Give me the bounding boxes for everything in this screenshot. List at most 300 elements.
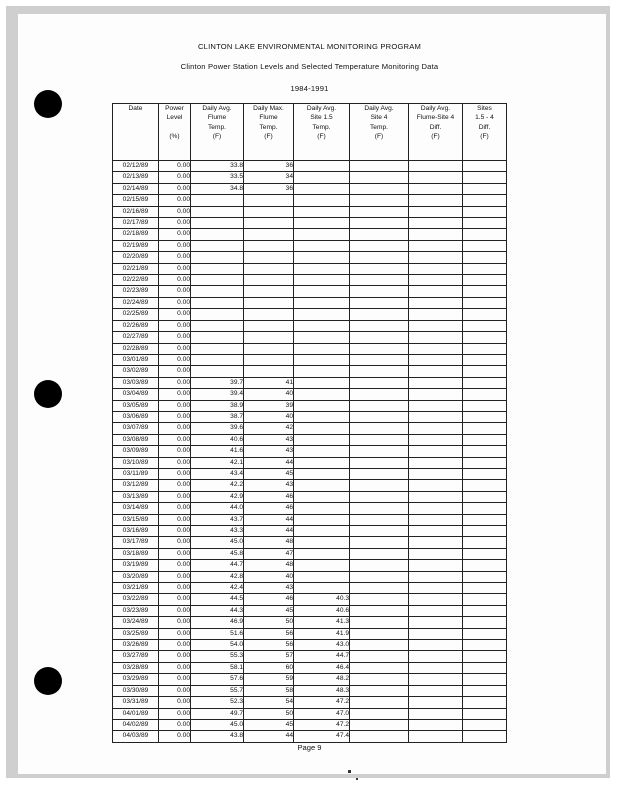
cell-flume-site4-diff <box>409 468 463 479</box>
cell-daily-avg-flume-temp: 57.6 <box>191 674 244 685</box>
cell-daily-max-flume-temp <box>244 263 294 274</box>
cell-date: 02/20/89 <box>113 252 159 263</box>
cell-date: 03/21/89 <box>113 583 159 594</box>
cell-daily-avg-site4-temp <box>350 343 409 354</box>
cell-flume-site4-diff <box>409 548 463 559</box>
cell-sites-15-4-diff <box>463 377 507 388</box>
cell-daily-max-flume-temp: 43 <box>244 583 294 594</box>
cell-flume-site4-diff <box>409 697 463 708</box>
cell-power-level: 0.00 <box>159 229 191 240</box>
cell-daily-max-flume-temp <box>244 343 294 354</box>
cell-date: 03/09/89 <box>113 446 159 457</box>
cell-date: 03/05/89 <box>113 400 159 411</box>
cell-flume-site4-diff <box>409 354 463 365</box>
cell-power-level: 0.00 <box>159 583 191 594</box>
cell-daily-avg-site4-temp <box>350 309 409 320</box>
table-row <box>113 343 507 354</box>
cell-daily-avg-flume-temp <box>191 286 244 297</box>
cell-flume-site4-diff <box>409 628 463 639</box>
cell-daily-avg-flume-temp <box>191 240 244 251</box>
table-row <box>113 594 507 605</box>
cell-daily-avg-flume-temp: 49.7 <box>191 708 244 719</box>
cell-daily-avg-flume-temp <box>191 218 244 229</box>
cell-daily-avg-site4-temp <box>350 172 409 183</box>
table-row <box>113 218 507 229</box>
cell-daily-avg-flume-temp: 46.9 <box>191 617 244 628</box>
cell-daily-avg-flume-temp: 44.0 <box>191 503 244 514</box>
column-header-line: 1.5 - 4 <box>475 114 494 122</box>
cell-daily-avg-site4-temp <box>350 263 409 274</box>
cell-sites-15-4-diff <box>463 548 507 559</box>
cell-flume-site4-diff <box>409 172 463 183</box>
column-header-line: Diff. <box>478 123 491 131</box>
cell-daily-avg-site15-temp <box>294 468 350 479</box>
cell-daily-max-flume-temp: 42 <box>244 423 294 434</box>
cell-flume-site4-diff <box>409 674 463 685</box>
cell-daily-avg-site15-temp <box>294 309 350 320</box>
cell-sites-15-4-diff <box>463 514 507 525</box>
cell-power-level: 0.00 <box>159 218 191 229</box>
cell-power-level: 0.00 <box>159 514 191 525</box>
column-header-line: Daily Avg. <box>364 105 394 112</box>
cell-sites-15-4-diff <box>463 434 507 445</box>
cell-daily-max-flume-temp <box>244 332 294 343</box>
cell-daily-avg-flume-temp: 41.6 <box>191 446 244 457</box>
cell-power-level: 0.00 <box>159 332 191 343</box>
cell-daily-max-flume-temp: 40 <box>244 389 294 400</box>
cell-daily-avg-flume-temp: 44.5 <box>191 594 244 605</box>
cell-flume-site4-diff <box>409 263 463 274</box>
cell-sites-15-4-diff <box>463 628 507 639</box>
cell-daily-max-flume-temp <box>244 218 294 229</box>
column-header-line: Temp. <box>208 123 226 131</box>
table-row <box>113 400 507 411</box>
cell-power-level: 0.00 <box>159 526 191 537</box>
cell-date: 03/22/89 <box>113 594 159 605</box>
column-header-daily-avg-site4-temp <box>350 104 409 161</box>
cell-daily-max-flume-temp <box>244 286 294 297</box>
cell-daily-avg-site4-temp <box>350 697 409 708</box>
cell-daily-avg-flume-temp: 33.8 <box>191 161 244 172</box>
column-header-line: Daily Avg. <box>420 105 451 112</box>
column-header-line: Flume <box>207 114 227 122</box>
cell-sites-15-4-diff <box>463 594 507 605</box>
cell-daily-max-flume-temp: 44 <box>244 526 294 537</box>
cell-daily-avg-flume-temp <box>191 263 244 274</box>
table-row <box>113 697 507 708</box>
column-header-line: (F) <box>480 133 489 141</box>
cell-flume-site4-diff <box>409 537 463 548</box>
table-row <box>113 229 507 240</box>
cell-daily-avg-site15-temp: 47.2 <box>294 697 350 708</box>
column-header-line: Daily Avg. <box>202 105 232 112</box>
cell-date: 02/22/89 <box>113 275 159 286</box>
cell-daily-max-flume-temp: 39 <box>244 400 294 411</box>
cell-flume-site4-diff <box>409 229 463 240</box>
cell-daily-avg-flume-temp: 43.8 <box>191 731 244 742</box>
cell-date: 02/16/89 <box>113 206 159 217</box>
cell-flume-site4-diff <box>409 320 463 331</box>
cell-flume-site4-diff <box>409 411 463 422</box>
cell-daily-avg-site4-temp <box>350 252 409 263</box>
cell-date: 02/24/89 <box>113 297 159 308</box>
cell-daily-avg-site4-temp <box>350 719 409 730</box>
cell-date: 03/07/89 <box>113 423 159 434</box>
cell-daily-avg-site4-temp <box>350 275 409 286</box>
cell-daily-avg-site4-temp <box>350 423 409 434</box>
table-row <box>113 263 507 274</box>
cell-power-level: 0.00 <box>159 263 191 274</box>
cell-daily-avg-site4-temp <box>350 491 409 502</box>
cell-daily-max-flume-temp: 56 <box>244 640 294 651</box>
table-row <box>113 548 507 559</box>
cell-daily-avg-site15-temp <box>294 571 350 582</box>
cell-flume-site4-diff <box>409 240 463 251</box>
cell-sites-15-4-diff <box>463 583 507 594</box>
cell-daily-max-flume-temp: 58 <box>244 685 294 696</box>
cell-daily-max-flume-temp <box>244 240 294 251</box>
table-row <box>113 183 507 194</box>
cell-flume-site4-diff <box>409 480 463 491</box>
cell-power-level: 0.00 <box>159 240 191 251</box>
cell-daily-max-flume-temp: 50 <box>244 617 294 628</box>
cell-power-level: 0.00 <box>159 320 191 331</box>
cell-power-level: 0.00 <box>159 674 191 685</box>
cell-date: 03/19/89 <box>113 560 159 571</box>
cell-daily-avg-flume-temp: 58.1 <box>191 662 244 673</box>
cell-daily-avg-site15-temp <box>294 548 350 559</box>
cell-daily-avg-flume-temp <box>191 229 244 240</box>
table-row <box>113 423 507 434</box>
column-header-line <box>159 123 190 132</box>
binder-hole-middle <box>34 380 62 408</box>
cell-daily-avg-flume-temp: 52.3 <box>191 697 244 708</box>
cell-daily-avg-site4-temp <box>350 286 409 297</box>
cell-date: 03/23/89 <box>113 605 159 616</box>
cell-daily-max-flume-temp: 43 <box>244 446 294 457</box>
cell-flume-site4-diff <box>409 719 463 730</box>
table-row <box>113 366 507 377</box>
cell-daily-avg-flume-temp: 55.7 <box>191 685 244 696</box>
cell-date: 04/03/89 <box>113 731 159 742</box>
cell-daily-avg-flume-temp <box>191 309 244 320</box>
cell-daily-avg-site4-temp <box>350 594 409 605</box>
cell-daily-avg-site4-temp <box>350 297 409 308</box>
cell-daily-avg-site4-temp <box>350 708 409 719</box>
cell-power-level: 0.00 <box>159 685 191 696</box>
column-header-line: Temp. <box>370 123 388 131</box>
cell-sites-15-4-diff <box>463 526 507 537</box>
table-row <box>113 309 507 320</box>
cell-flume-site4-diff <box>409 423 463 434</box>
cell-daily-avg-flume-temp <box>191 195 244 206</box>
cell-daily-max-flume-temp: 48 <box>244 537 294 548</box>
cell-date: 03/16/89 <box>113 526 159 537</box>
cell-date: 02/25/89 <box>113 309 159 320</box>
cell-flume-site4-diff <box>409 526 463 537</box>
cell-daily-avg-flume-temp: 43.3 <box>191 526 244 537</box>
cell-flume-site4-diff <box>409 617 463 628</box>
cell-daily-avg-site15-temp <box>294 526 350 537</box>
column-header-line: Site 4 <box>370 114 388 122</box>
cell-daily-avg-flume-temp: 42.4 <box>191 583 244 594</box>
cell-sites-15-4-diff <box>463 446 507 457</box>
cell-flume-site4-diff <box>409 560 463 571</box>
cell-power-level: 0.00 <box>159 434 191 445</box>
cell-daily-avg-site4-temp <box>350 400 409 411</box>
cell-daily-max-flume-temp <box>244 206 294 217</box>
cell-power-level: 0.00 <box>159 617 191 628</box>
cell-daily-max-flume-temp: 40 <box>244 571 294 582</box>
cell-daily-max-flume-temp: 36 <box>244 161 294 172</box>
cell-daily-avg-site15-temp <box>294 377 350 388</box>
cell-daily-avg-site15-temp: 48.3 <box>294 685 350 696</box>
cell-power-level: 0.00 <box>159 206 191 217</box>
cell-date: 02/19/89 <box>113 240 159 251</box>
cell-date: 03/03/89 <box>113 377 159 388</box>
column-header-line: Level <box>166 114 183 122</box>
cell-daily-avg-flume-temp <box>191 275 244 286</box>
cell-daily-avg-site15-temp: 40.6 <box>294 605 350 616</box>
cell-sites-15-4-diff <box>463 183 507 194</box>
cell-daily-avg-flume-temp <box>191 343 244 354</box>
column-header-line: (F) <box>264 133 273 141</box>
cell-daily-avg-site4-temp <box>350 377 409 388</box>
cell-daily-avg-flume-temp: 54.0 <box>191 640 244 651</box>
cell-daily-max-flume-temp: 43 <box>244 434 294 445</box>
cell-date: 03/01/89 <box>113 354 159 365</box>
column-header-line: (F) <box>431 133 440 141</box>
cell-daily-avg-site15-temp <box>294 491 350 502</box>
table-body <box>113 161 507 743</box>
cell-daily-avg-site15-temp <box>294 252 350 263</box>
cell-daily-max-flume-temp: 59 <box>244 674 294 685</box>
cell-daily-avg-site15-temp <box>294 320 350 331</box>
column-header-line: Diff. <box>429 123 442 131</box>
cell-flume-site4-diff <box>409 297 463 308</box>
scan-speck <box>348 770 351 773</box>
cell-power-level: 0.00 <box>159 719 191 730</box>
monitoring-data-table <box>112 103 507 743</box>
cell-date: 02/26/89 <box>113 320 159 331</box>
table-row <box>113 491 507 502</box>
cell-date: 03/24/89 <box>113 617 159 628</box>
cell-daily-avg-flume-temp <box>191 366 244 377</box>
cell-daily-avg-site4-temp <box>350 731 409 742</box>
cell-daily-avg-flume-temp: 51.6 <box>191 628 244 639</box>
cell-flume-site4-diff <box>409 514 463 525</box>
cell-flume-site4-diff <box>409 377 463 388</box>
cell-daily-avg-site15-temp: 48.2 <box>294 674 350 685</box>
cell-date: 03/12/89 <box>113 480 159 491</box>
cell-power-level: 0.00 <box>159 491 191 502</box>
cell-sites-15-4-diff <box>463 571 507 582</box>
cell-daily-avg-site15-temp <box>294 400 350 411</box>
cell-date: 02/17/89 <box>113 218 159 229</box>
cell-daily-avg-site15-temp <box>294 354 350 365</box>
cell-flume-site4-diff <box>409 594 463 605</box>
cell-flume-site4-diff <box>409 389 463 400</box>
cell-daily-max-flume-temp: 46 <box>244 503 294 514</box>
cell-date: 03/14/89 <box>113 503 159 514</box>
cell-daily-avg-site15-temp <box>294 229 350 240</box>
cell-daily-max-flume-temp: 45 <box>244 719 294 730</box>
cell-daily-avg-site15-temp <box>294 172 350 183</box>
cell-flume-site4-diff <box>409 446 463 457</box>
cell-sites-15-4-diff <box>463 252 507 263</box>
cell-daily-max-flume-temp: 56 <box>244 628 294 639</box>
cell-power-level: 0.00 <box>159 411 191 422</box>
cell-sites-15-4-diff <box>463 719 507 730</box>
table-row <box>113 172 507 183</box>
cell-sites-15-4-diff <box>463 560 507 571</box>
cell-sites-15-4-diff <box>463 503 507 514</box>
cell-daily-avg-site4-temp <box>350 240 409 251</box>
cell-power-level: 0.00 <box>159 457 191 468</box>
cell-sites-15-4-diff <box>463 491 507 502</box>
cell-sites-15-4-diff <box>463 697 507 708</box>
cell-flume-site4-diff <box>409 651 463 662</box>
cell-sites-15-4-diff <box>463 685 507 696</box>
cell-daily-avg-site15-temp <box>294 366 350 377</box>
cell-daily-avg-site15-temp: 46.4 <box>294 662 350 673</box>
cell-date: 02/18/89 <box>113 229 159 240</box>
cell-power-level: 0.00 <box>159 537 191 548</box>
cell-flume-site4-diff <box>409 332 463 343</box>
table-row <box>113 526 507 537</box>
cell-sites-15-4-diff <box>463 320 507 331</box>
cell-date: 04/01/89 <box>113 708 159 719</box>
cell-flume-site4-diff <box>409 685 463 696</box>
cell-daily-avg-flume-temp: 44.7 <box>191 560 244 571</box>
cell-sites-15-4-diff <box>463 343 507 354</box>
cell-daily-max-flume-temp: 50 <box>244 708 294 719</box>
cell-daily-avg-site4-temp <box>350 468 409 479</box>
cell-daily-avg-flume-temp: 55.3 <box>191 651 244 662</box>
cell-daily-avg-site4-temp <box>350 366 409 377</box>
cell-sites-15-4-diff <box>463 206 507 217</box>
cell-flume-site4-diff <box>409 491 463 502</box>
table-row <box>113 571 507 582</box>
cell-sites-15-4-diff <box>463 297 507 308</box>
cell-daily-avg-site4-temp <box>350 446 409 457</box>
cell-daily-avg-site15-temp <box>294 183 350 194</box>
cell-power-level: 0.00 <box>159 605 191 616</box>
column-header-line: (F) <box>374 133 384 141</box>
cell-flume-site4-diff <box>409 252 463 263</box>
cell-daily-avg-site4-temp <box>350 514 409 525</box>
cell-daily-avg-site15-temp <box>294 263 350 274</box>
cell-daily-avg-site4-temp <box>350 332 409 343</box>
cell-daily-avg-site15-temp <box>294 457 350 468</box>
cell-daily-avg-flume-temp <box>191 320 244 331</box>
cell-daily-avg-site15-temp <box>294 206 350 217</box>
cell-daily-avg-site4-temp <box>350 195 409 206</box>
cell-daily-max-flume-temp <box>244 354 294 365</box>
cell-daily-avg-site4-temp <box>350 526 409 537</box>
cell-power-level: 0.00 <box>159 651 191 662</box>
cell-daily-avg-site4-temp <box>350 434 409 445</box>
cell-daily-avg-site4-temp <box>350 457 409 468</box>
cell-sites-15-4-diff <box>463 411 507 422</box>
table-row <box>113 457 507 468</box>
cell-daily-avg-flume-temp: 44.3 <box>191 605 244 616</box>
table-row <box>113 674 507 685</box>
cell-flume-site4-diff <box>409 218 463 229</box>
cell-date: 03/20/89 <box>113 571 159 582</box>
cell-sites-15-4-diff <box>463 354 507 365</box>
cell-daily-avg-site4-temp <box>350 503 409 514</box>
cell-sites-15-4-diff <box>463 423 507 434</box>
cell-flume-site4-diff <box>409 195 463 206</box>
cell-daily-max-flume-temp: 41 <box>244 377 294 388</box>
table-row <box>113 651 507 662</box>
cell-daily-avg-flume-temp: 45.0 <box>191 719 244 730</box>
table-row <box>113 503 507 514</box>
cell-sites-15-4-diff <box>463 640 507 651</box>
cell-daily-avg-flume-temp <box>191 206 244 217</box>
report-years: 1984-1991 <box>290 84 329 93</box>
cell-date: 02/21/89 <box>113 263 159 274</box>
column-header-sites-15-4-diff <box>463 104 507 161</box>
cell-power-level: 0.00 <box>159 286 191 297</box>
cell-daily-max-flume-temp <box>244 366 294 377</box>
table-row <box>113 640 507 651</box>
cell-date: 02/28/89 <box>113 343 159 354</box>
cell-sites-15-4-diff <box>463 400 507 411</box>
table-row <box>113 332 507 343</box>
table-row <box>113 560 507 571</box>
column-header-flume-site4-diff <box>409 104 463 161</box>
cell-daily-avg-flume-temp: 39.6 <box>191 423 244 434</box>
cell-daily-avg-site4-temp <box>350 560 409 571</box>
cell-date: 03/31/89 <box>113 697 159 708</box>
cell-flume-site4-diff <box>409 583 463 594</box>
binder-hole-top <box>34 90 62 118</box>
table-row <box>113 617 507 628</box>
cell-daily-avg-site4-temp <box>350 354 409 365</box>
table-row <box>113 252 507 263</box>
table-row <box>113 377 507 388</box>
cell-daily-avg-flume-temp <box>191 297 244 308</box>
cell-flume-site4-diff <box>409 731 463 742</box>
cell-sites-15-4-diff <box>463 229 507 240</box>
cell-sites-15-4-diff <box>463 468 507 479</box>
cell-daily-avg-site4-temp <box>350 389 409 400</box>
cell-date: 04/02/89 <box>113 719 159 730</box>
cell-daily-avg-site15-temp <box>294 514 350 525</box>
table-row <box>113 480 507 491</box>
cell-daily-avg-site15-temp <box>294 332 350 343</box>
cell-daily-max-flume-temp: 34 <box>244 172 294 183</box>
table-row <box>113 719 507 730</box>
binder-hole-bottom <box>34 667 62 695</box>
cell-power-level: 0.00 <box>159 354 191 365</box>
cell-sites-15-4-diff <box>463 708 507 719</box>
cell-daily-avg-site4-temp <box>350 320 409 331</box>
cell-power-level: 0.00 <box>159 560 191 571</box>
column-header-line: Sites <box>477 105 492 112</box>
table-row <box>113 275 507 286</box>
cell-daily-avg-site4-temp <box>350 206 409 217</box>
cell-daily-avg-site4-temp <box>350 674 409 685</box>
cell-flume-site4-diff <box>409 206 463 217</box>
cell-daily-avg-flume-temp <box>191 252 244 263</box>
cell-daily-avg-site4-temp <box>350 183 409 194</box>
cell-sites-15-4-diff <box>463 263 507 274</box>
cell-daily-avg-site15-temp <box>294 240 350 251</box>
column-header-line: Temp. <box>259 123 278 131</box>
